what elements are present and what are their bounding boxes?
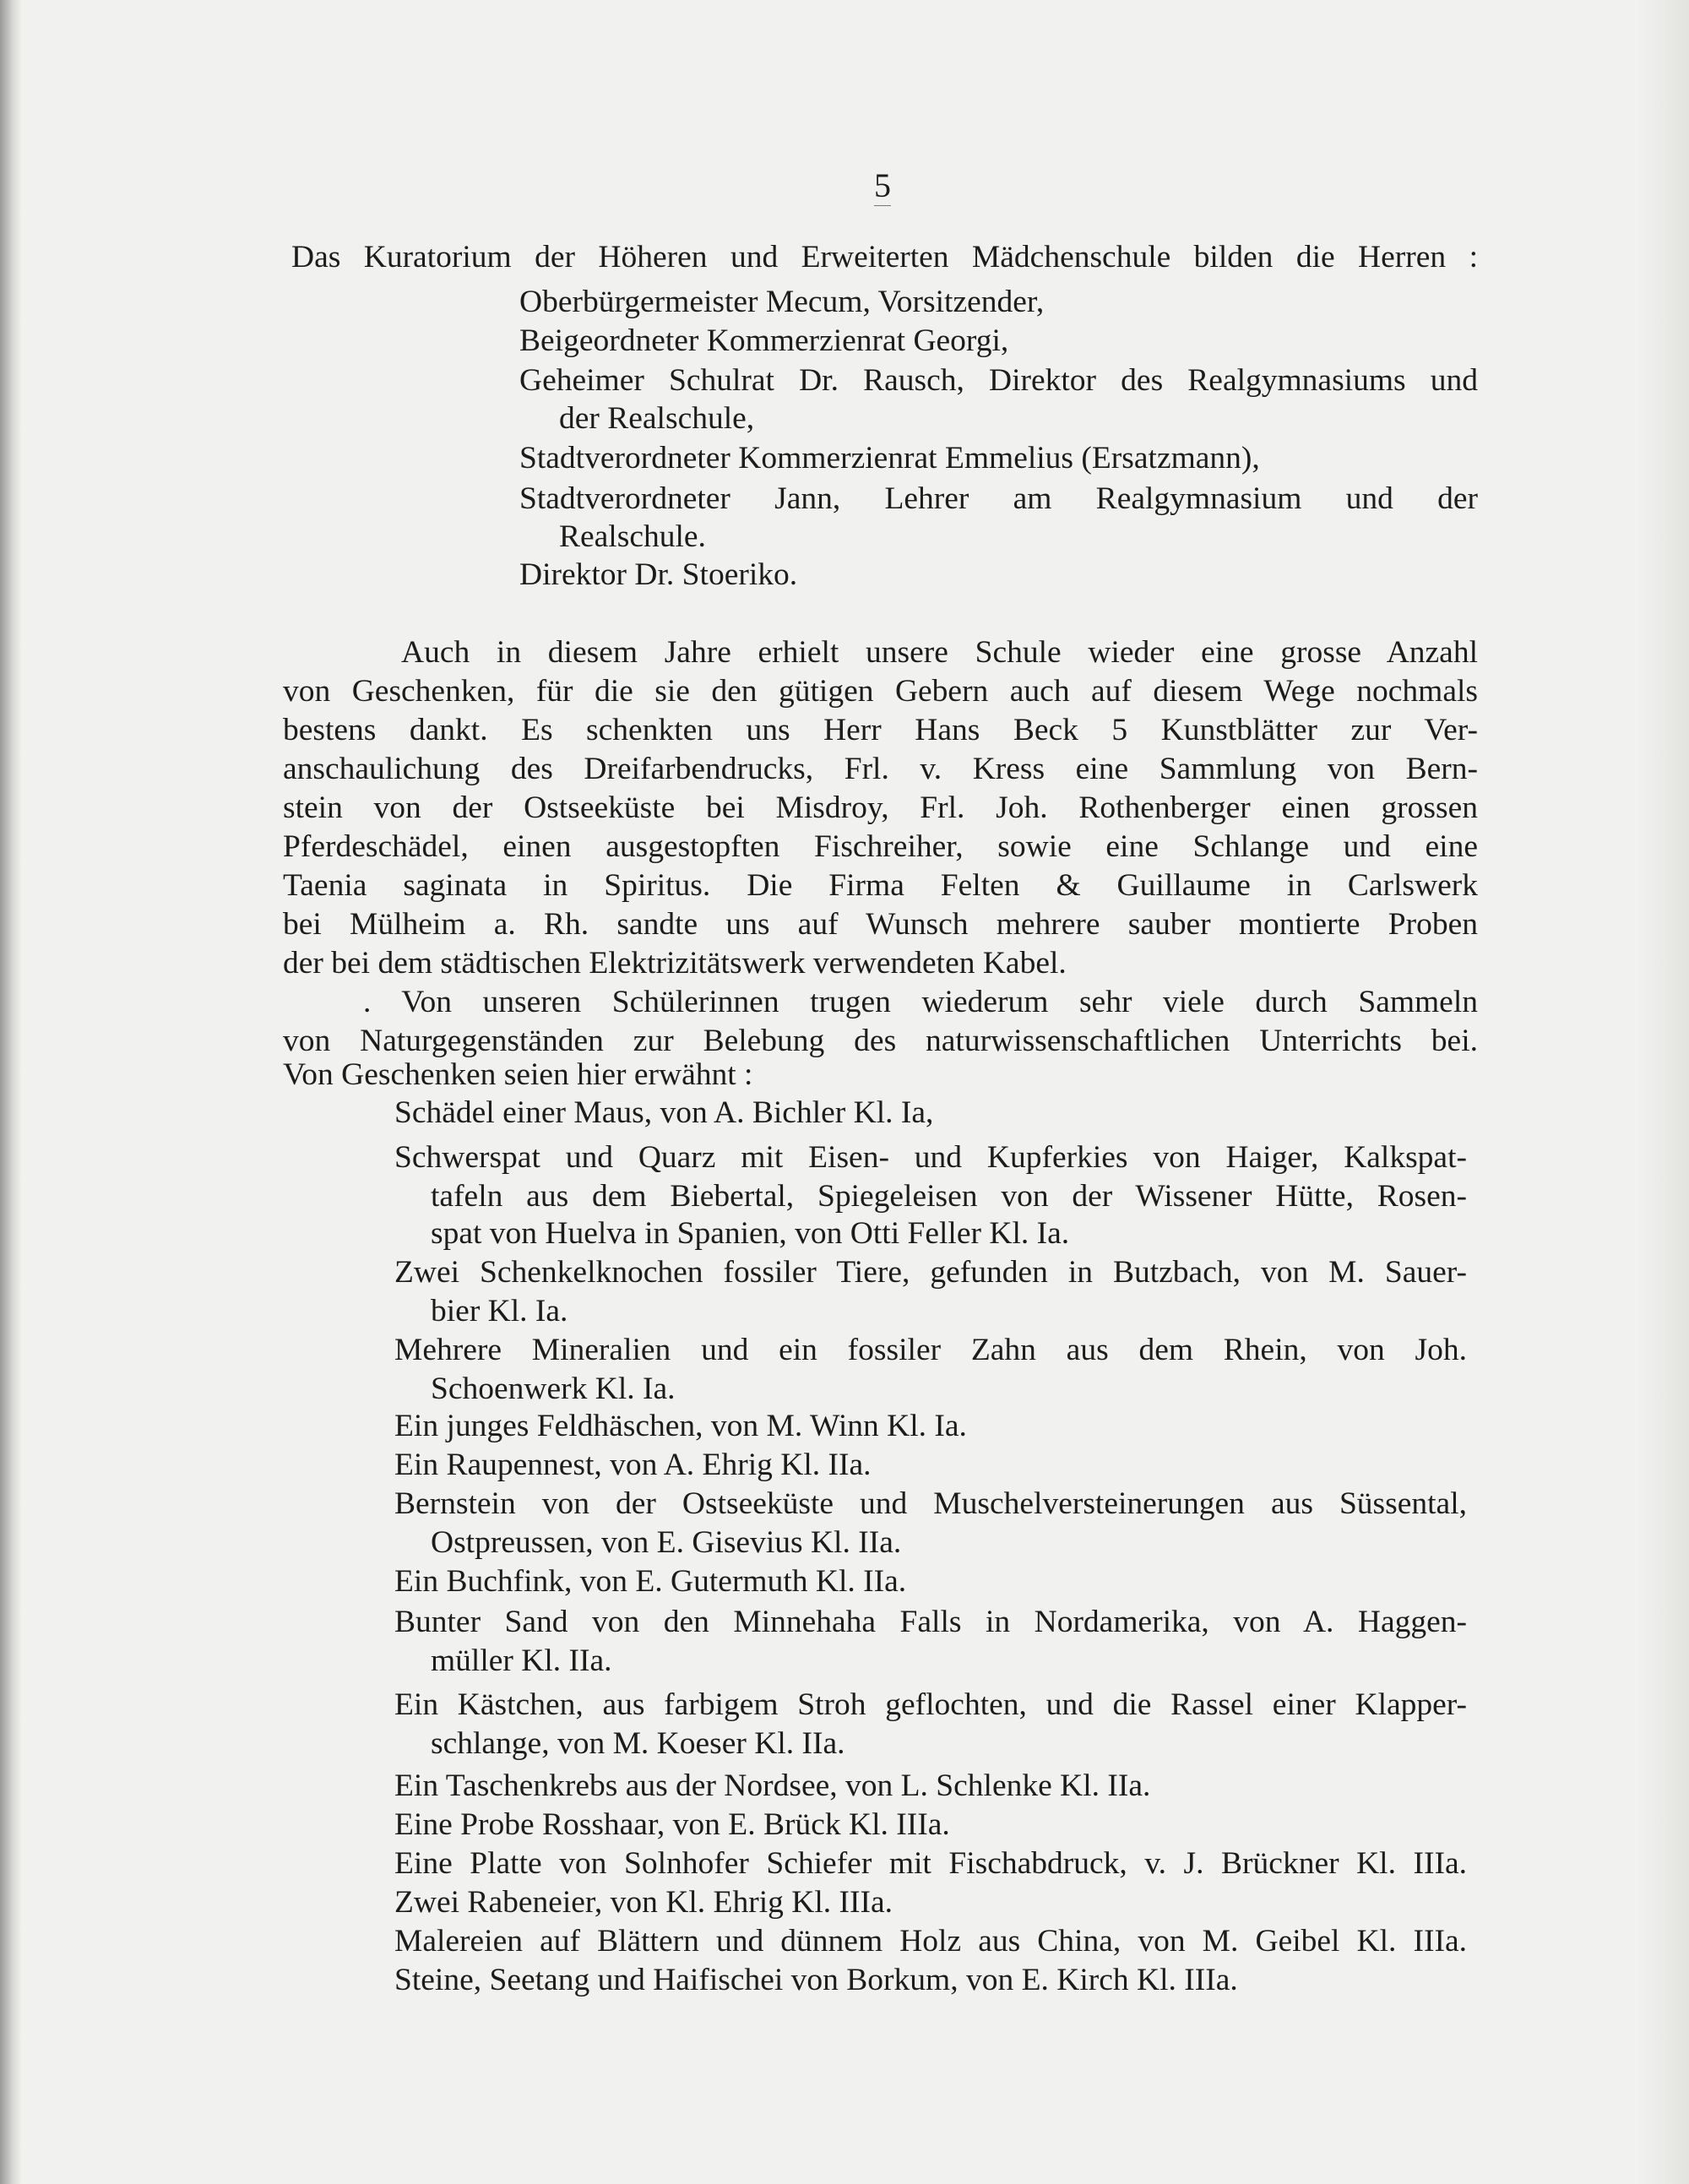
paragraph-gifts-line: anschaulichung des Dreifarbendrucks, Frl. v. Kress eine Sammlung von Bern- — [283, 752, 1478, 786]
gift-item-line: Bunter Sand von den Minnehaha Falls in Nordamerika, von A. Haggen- — [394, 1605, 1467, 1639]
gift-item-line: Ein Buchfink, von E. Gutermuth Kl. IIa. — [394, 1564, 907, 1599]
board-member-line: Beigeordneter Kommerzienrat Georgi, — [519, 323, 1009, 358]
gift-item-line: Ein Raupennest, von A. Ehrig Kl. IIa. — [394, 1448, 872, 1482]
paragraph-gifts-line: bei Mülheim a. Rh. sandte uns auf Wunsch mehrere sauber montierte Proben — [283, 907, 1478, 942]
gift-item-line: Mehrere Mineralien und ein fossiler Zahn aus dem Rhein, von Joh. — [394, 1333, 1467, 1367]
board-member-line: Oberbürgermeister Mecum, Vorsitzender, — [519, 285, 1045, 319]
paragraph-students-line: . Von unseren Schülerinnen trugen wiederum sehr viele durch Sammeln — [363, 985, 1478, 1019]
gift-item-line: Ein Kästchen, aus farbigem Stroh geflochten, und die Rassel einer Klapper- — [394, 1687, 1467, 1722]
gift-item-line: Eine Probe Rosshaar, von E. Brück Kl. IIIa. — [394, 1807, 950, 1842]
board-member-line: Geheimer Schulrat Dr. Rausch, Direktor des Realgymnasiums und — [519, 363, 1478, 398]
gift-item-line: Schädel einer Maus, von A. Bichler Kl. Ia, — [394, 1095, 934, 1130]
page-spine-shadow — [0, 0, 22, 2184]
gift-item-line: Bernstein von der Ostseeküste und Muschelversteinerungen aus Süssental, — [394, 1486, 1467, 1521]
gift-item-line-cont: spat von Huelva in Spanien, von Otti Feller Kl. Ia. — [431, 1216, 1070, 1251]
board-member-line: Direktor Dr. Stoeriko. — [519, 557, 798, 592]
paragraph-gifts-line: von Geschenken, für die sie den gütigen Gebern auch auf diesem Wege nochmals — [283, 674, 1478, 709]
paragraph-gifts-line: Auch in diesem Jahre erhielt unsere Schule wieder eine grosse Anzahl — [401, 635, 1478, 670]
gift-item-line: Ein junges Feldhäschen, von M. Winn Kl. Ia. — [394, 1409, 967, 1443]
paragraph-gifts-line: stein von der Ostseeküste bei Misdroy, Frl. Joh. Rothenberger einen grossen — [283, 790, 1478, 825]
board-member-line-cont: der Realschule, — [559, 401, 755, 436]
gift-item-line: Malereien auf Blättern und dünnem Holz aus China, von M. Geibel Kl. IIIa. — [394, 1924, 1467, 1959]
gift-item-line-cont: schlange, von M. Koeser Kl. IIa. — [431, 1726, 845, 1761]
paragraph-students-line: von Naturgegenständen zur Belebung des naturwissenschaftlichen Unterrichts bei. — [283, 1024, 1478, 1058]
paragraph-gifts-line: Pferdeschädel, einen ausgestopften Fischreiher, sowie eine Schlange und eine — [283, 829, 1478, 864]
page-number: 5 — [874, 166, 891, 204]
board-member-line: Stadtverordneter Jann, Lehrer am Realgymnasium und der — [519, 481, 1478, 516]
board-member-line-cont: Realschule. — [559, 519, 706, 554]
paragraph-gifts-line: der bei dem städtischen Elektrizitätswerk verwendeten Kabel. — [283, 946, 1067, 981]
board-member-line: Stadtverordneter Kommerzienrat Emmelius (Ersatzmann), — [519, 441, 1260, 475]
gift-item-line-cont: tafeln aus dem Biebertal, Spiegeleisen von der Wissener Hütte, Rosen- — [431, 1179, 1467, 1214]
gift-item-line: Schwerspat und Quarz mit Eisen- und Kupferkies von Haiger, Kalkspat- — [394, 1140, 1467, 1175]
gift-item-line: Zwei Rabeneier, von Kl. Ehrig Kl. IIIa. — [394, 1885, 893, 1920]
gift-item-line: Zwei Schenkelknochen fossiler Tiere, gefunden in Butzbach, von M. Sauer- — [394, 1255, 1467, 1290]
gift-item-line: Eine Platte von Solnhofer Schiefer mit Fischabdruck, v. J. Brückner Kl. IIIa. — [394, 1846, 1467, 1881]
page-edge-shadow — [1638, 0, 1689, 2184]
gift-item-line-cont: Ostpreussen, von E. Gisevius Kl. IIa. — [431, 1525, 902, 1560]
paragraph-students-line: Von Geschenken seien hier erwähnt : — [283, 1057, 753, 1092]
paragraph-gifts-line: bestens dankt. Es schenkten uns Herr Hans Beck 5 Kunstblätter zur Ver- — [283, 713, 1478, 747]
gift-item-line-cont: bier Kl. Ia. — [431, 1294, 568, 1328]
gift-item-line: Ein Taschenkrebs aus der Nordsee, von L. Schlenke Kl. IIa. — [394, 1768, 1151, 1803]
paragraph-gifts-line: Taenia saginata in Spiritus. Die Firma Felten & Guillaume in Carlswerk — [283, 868, 1478, 903]
gift-item-line-cont: müller Kl. IIa. — [431, 1643, 612, 1678]
intro-heading: Das Kuratorium der Höheren und Erweiterten Mädchenschule bilden die Herren : — [291, 240, 1478, 274]
gift-item-line: Steine, Seetang und Haifischei von Borkum, von E. Kirch Kl. IIIa. — [394, 1963, 1238, 1997]
gift-item-line-cont: Schoenwerk Kl. Ia. — [431, 1372, 676, 1406]
